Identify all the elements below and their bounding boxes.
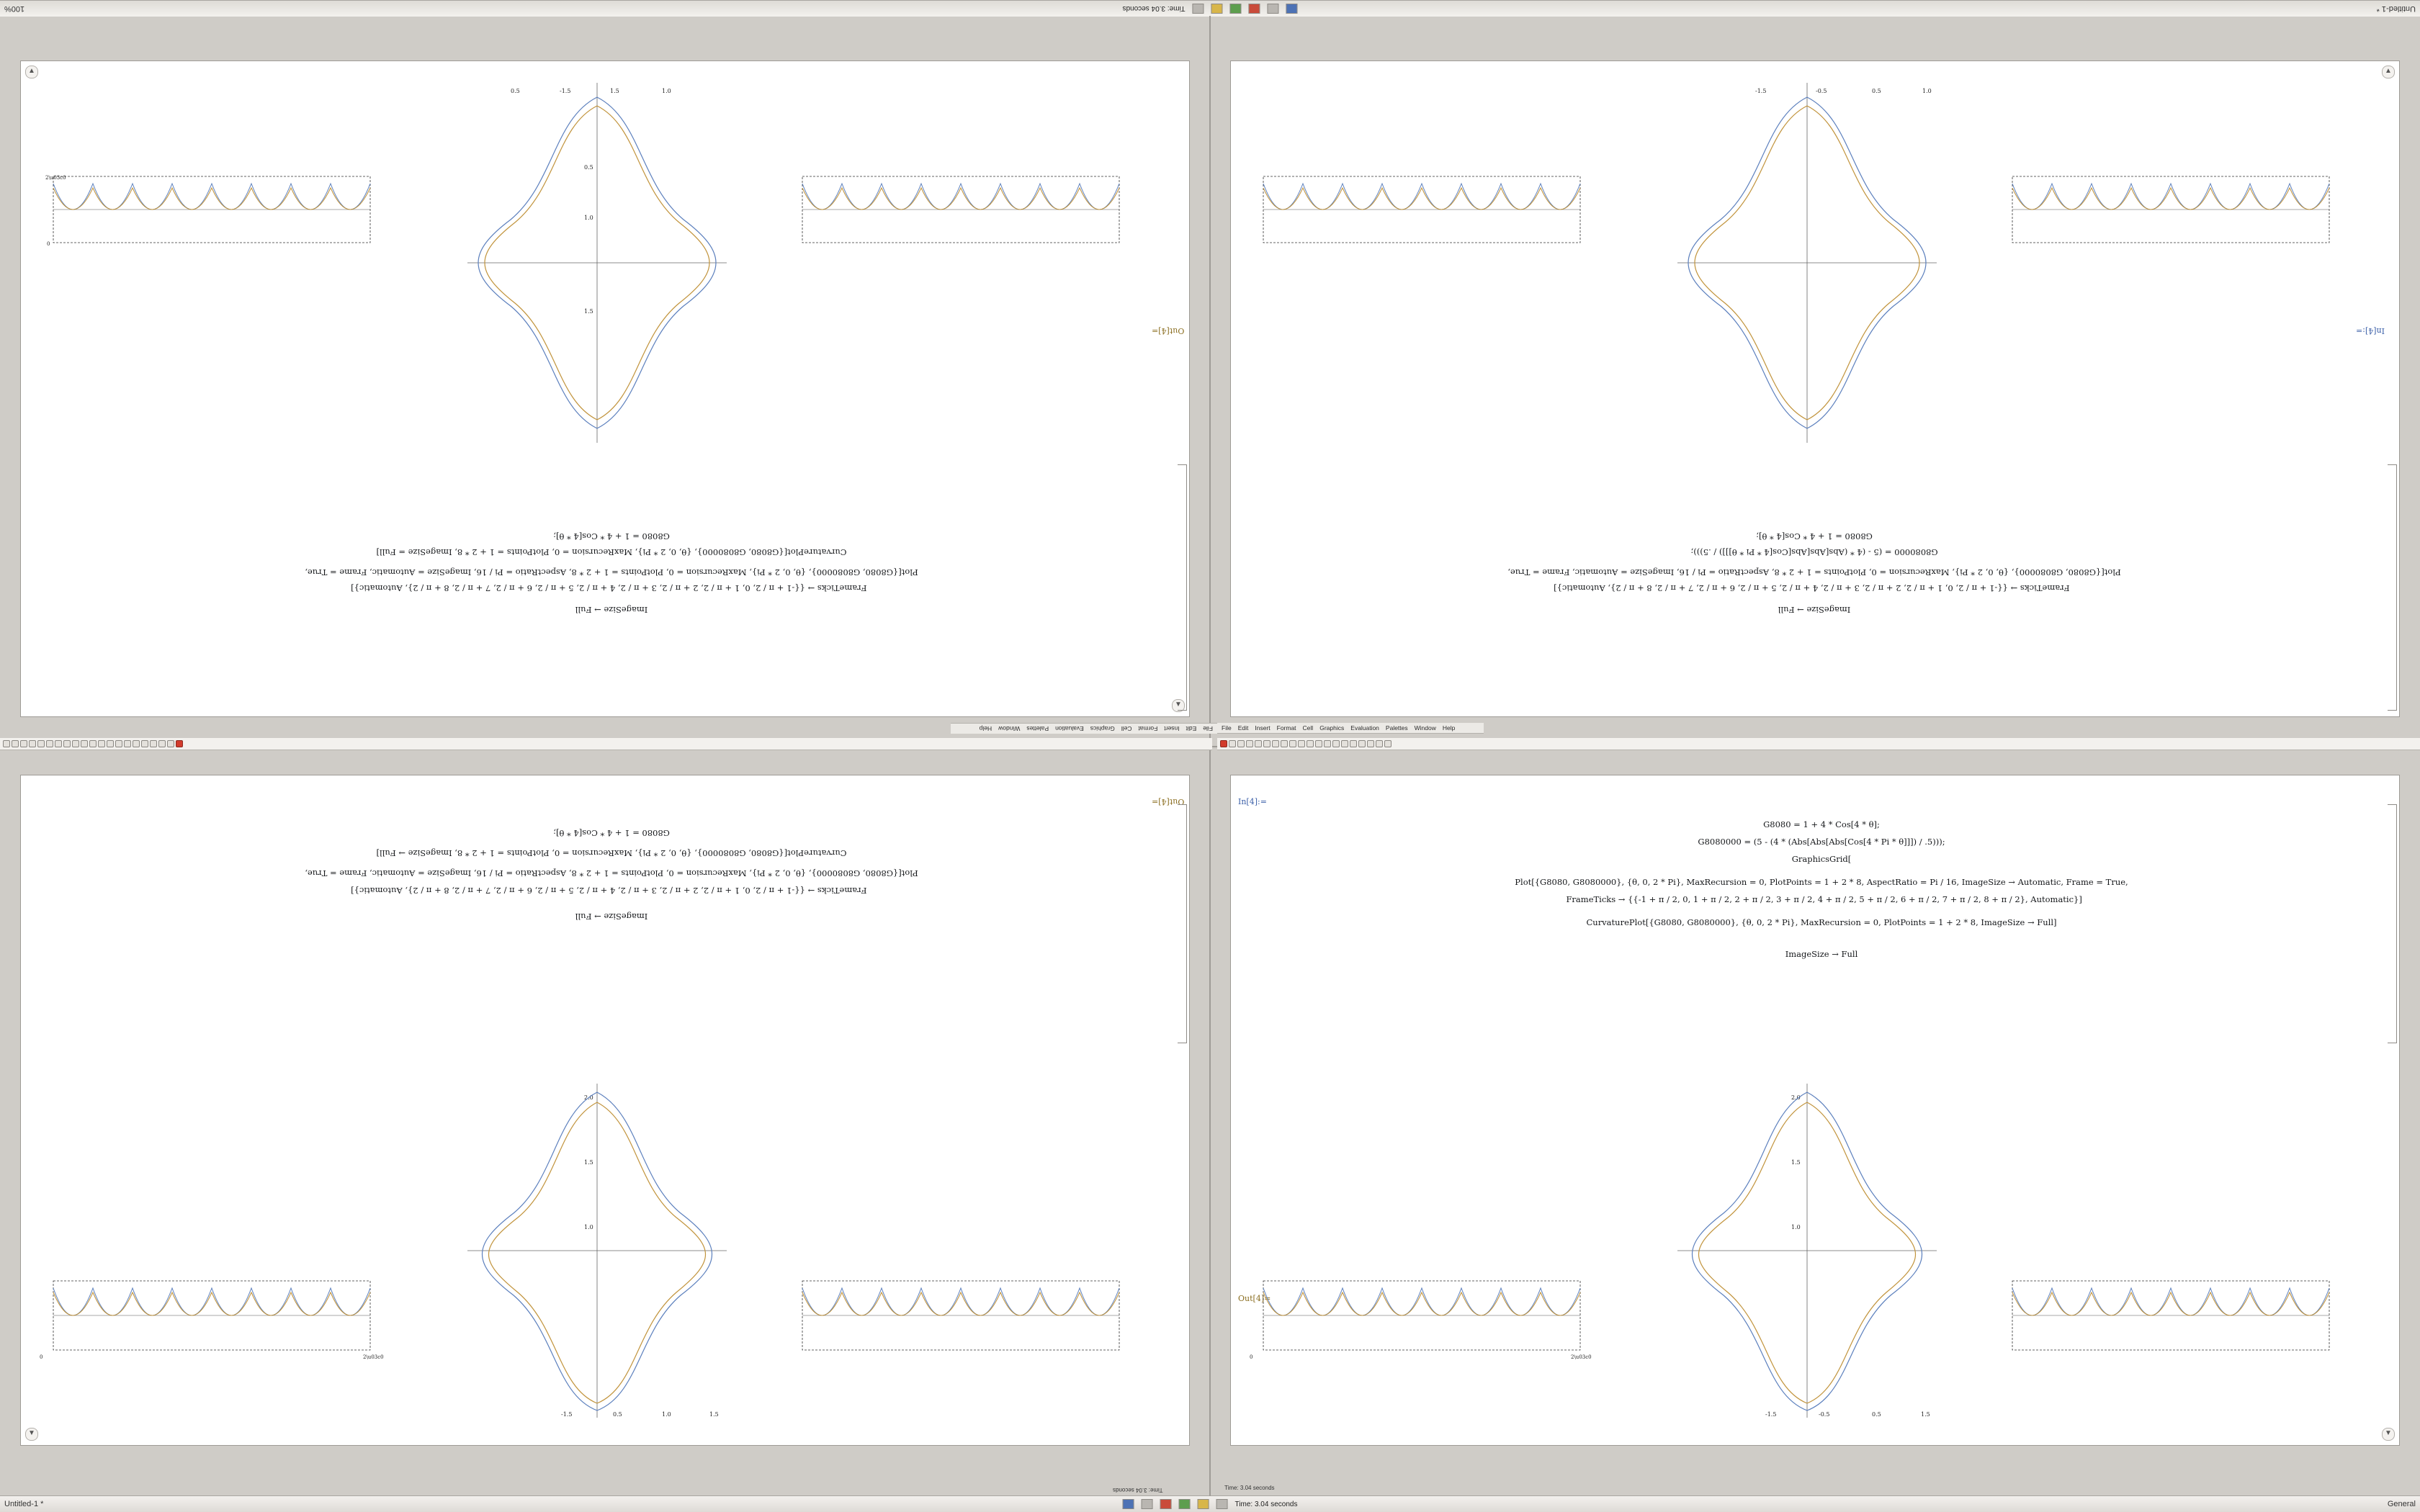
code-line: FrameTicks → {{-1 + π / 2, 0, 1 + π / 2, 2 + π / 2, 3 + π / 2, 4 + π / 2, 5 + π / 2, 6 + π / 2, 7 + π / 2, 8 + π / 2}, Automatic}] [351,582,872,593]
oscillation-plot-bl-right [784,1272,1137,1366]
pane-bl-handle[interactable]: ▼ [25,1428,38,1441]
svg-text:0.5: 0.5 [1872,88,1881,94]
code-line: G8080000 = (5 - (4 * (Abs[Abs[Abs[Cos[4 * Pi * θ]]]) / .5))); [1690,546,1938,557]
toolbar-icons-left[interactable] [0,738,1212,750]
svg-text:0: 0 [47,241,50,247]
svg-text:2.0: 2.0 [1791,1094,1801,1101]
redo-icon-strip-r[interactable] [1324,740,1331,747]
menu-item-window-r[interactable]: Window [1414,724,1436,732]
titlebar-left-group [2377,4,2420,13]
copy-icon-strip-r[interactable] [1298,740,1305,747]
code-line: FrameTicks → {{-1 + π / 2, 0, 1 + π / 2, 2 + π / 2, 3 + π / 2, 4 + π / 2, 5 + π / 2, 6 + π / 2, 7 + π / 2, 8 + π / 2}, Automatic}] [351,885,872,896]
titlebar-bottom-right-group [2388,1500,2416,1508]
vertical-divider[interactable] [1209,16,1211,1496]
svg-text:2.0: 2.0 [584,1094,593,1101]
code-line: G8080 = 1 + 4 * Cos[4 * θ]; [553,827,670,838]
menu-item-cell[interactable]: Cell [1121,725,1132,732]
print-icon-strip[interactable] [55,740,62,747]
code-line: CurvaturePlot[{G8080, G8080000}, {θ, 0, 2 * Pi}, MaxRecursion = 0, PlotPoints = 1 + 2 * 8, ImageSize → Full] [1586,917,2057,927]
evaluation-time-bottom: Time: 3.04 seconds [1234,1500,1298,1508]
play-icon-bottom[interactable] [1179,1499,1191,1509]
oscillation-plot-tr-left [1245,169,1598,256]
copy-icon-strip[interactable] [72,740,79,747]
evaluation-time-center-left: Time: 3.04 seconds [1113,1487,1163,1493]
pane-br-handle-2[interactable]: ▼ [2382,1428,2395,1441]
code-block-tr-2[interactable] [1332,545,2297,558]
play-icon[interactable] [1229,4,1241,14]
pane-tl-handle[interactable]: ▲ [25,66,38,78]
menu-item-edit[interactable]: Edit [1186,725,1197,732]
table-icon-strip-r[interactable] [1367,740,1374,747]
cut-icon-strip[interactable] [63,740,71,747]
svg-text:1.0: 1.0 [662,1411,671,1418]
notebook-pane-top-right[interactable] [1230,60,2400,717]
code-line: G8080 = 1 + 4 * Cos[4 * θ]; [1756,531,1873,541]
code-block-bl-2[interactable] [136,846,1087,859]
menu-item-help[interactable]: Help [979,725,992,732]
svg-text:-1.5: -1.5 [1755,88,1767,94]
save-icon-strip[interactable] [29,740,36,747]
search-icon-strip[interactable] [124,740,131,747]
svg-text:1.0: 1.0 [584,1224,593,1230]
menu-item-format[interactable]: Format [1138,725,1158,732]
code-block-br-7[interactable] [1317,948,2326,961]
code-block-tl[interactable] [136,529,1087,542]
code-block-bl-5[interactable] [136,909,1087,922]
new-icon-strip[interactable] [46,740,53,747]
open-icon-strip-r[interactable] [1263,740,1270,747]
code-block-br-1[interactable] [1361,819,2282,832]
oscillation-plot-br-right [1994,1272,2347,1366]
chart-icon-strip[interactable] [158,740,166,747]
window-title: Untitled-1 * [2376,4,2416,13]
code-line: Plot[{G8080, G8080000}, {θ, 0, 2 * Pi}, MaxRecursion = 0, PlotPoints = 1 + 2 * 8, AspectRatio = Pi / 16, ImageSize = Automatic, Frame = True, [1507,567,2121,577]
svg-text:-0.5: -0.5 [1816,88,1827,94]
zoom-out-icon-strip-r[interactable] [1341,740,1348,747]
table-icon-strip[interactable] [141,740,148,747]
menu-item-file-r[interactable]: File [1222,724,1232,732]
stop-icon-strip-r[interactable] [1229,740,1236,747]
print-icon[interactable] [1267,4,1278,14]
undo-icon-strip-r[interactable] [1315,740,1322,747]
svg-text:0: 0 [1250,1354,1253,1360]
menubar-left[interactable] [951,723,1217,734]
undo-icon-strip[interactable] [89,740,97,747]
code-block-tl-4[interactable] [136,581,1087,594]
menu-item-format-r[interactable]: Format [1276,724,1296,732]
svg-text:1.5: 1.5 [1921,1411,1930,1418]
in-label-tr: In[4]:= [2356,326,2385,336]
titlebar-bottom-center-group [1123,1499,1298,1509]
out-label-bl: Out[4]= [1152,797,1185,806]
chart-icon-strip-r[interactable] [1384,740,1392,747]
cell-bracket-bl[interactable] [1178,804,1187,1043]
titlebar-bottom-left-group [0,1500,43,1508]
close-icon[interactable] [3,740,10,747]
record-icon-bottom[interactable] [1160,1499,1172,1509]
search-icon-strip-r[interactable] [1350,740,1357,747]
menu-item-evaluation-r[interactable]: Evaluation [1350,724,1379,732]
code-line: FrameTicks → {{-1 + π / 2, 0, 1 + π / 2, 2 + π / 2, 3 + π / 2, 4 + π / 2, 5 + π / 2, 6 + π / 2, 7 + π / 2, 8 + π / 2}, Automatic}] [1561,894,2082,904]
out-label-br: Out[4]= [1238,1294,1271,1303]
record-icon-strip[interactable] [176,740,183,747]
menu-item-graphics-r[interactable]: Graphics [1319,724,1345,732]
image-icon-strip[interactable] [150,740,157,747]
code-block-br-3[interactable] [1361,853,2282,866]
save-icon-bottom[interactable] [1123,1499,1134,1509]
svg-text:2\u03c0: 2\u03c0 [363,1354,384,1360]
svg-text:1.0: 1.0 [1922,88,1932,94]
code-block-br-4[interactable] [1317,876,2326,889]
zoom-in-icon-strip[interactable] [107,740,114,747]
zoom-out-icon-strip[interactable] [115,740,122,747]
svg-text:-1.5: -1.5 [1765,1411,1777,1418]
svg-text:2\u03c0: 2\u03c0 [1571,1354,1592,1360]
svg-text:1.0: 1.0 [1791,1224,1801,1230]
window-title-bottom: Untitled-1 * [4,1500,44,1508]
titlebar-right-group [4,4,24,13]
code-line: FrameTicks → {{-1 + π / 2, 0, 1 + π / 2, 2 + π / 2, 3 + π / 2, 4 + π / 2, 5 + π / 2, 6 + π / 2, 7 + π / 2, 8 + π / 2}, Automatic}] [1554,582,2075,593]
maximize-icon[interactable] [20,740,27,747]
oscillation-plot-tr-right [1994,169,2347,256]
menu-item-window[interactable]: Window [998,725,1021,732]
record-icon-strip-r[interactable] [1220,740,1227,747]
code-line: GraphicsGrid[ [1791,854,1852,864]
code-line: CurvaturePlot[{G8080, G8080000}, {θ, 0, 2 * Pi}, MaxRecursion = 0, PlotPoints = 1 + 2 * 8, ImageSize = Full] [376,546,847,557]
code-line: ImageSize → Full [1778,604,1851,615]
code-block-tr-1[interactable] [1332,529,2297,542]
polar-curve-plot-tr [1634,76,1980,450]
toolbar-icons-right[interactable] [1217,738,2420,750]
svg-text:-1.5: -1.5 [560,88,571,94]
status-scale-bottom: General [2387,1500,2416,1508]
svg-text:0.5: 0.5 [1872,1411,1881,1418]
palette-icon-strip[interactable] [167,740,174,747]
polar-curve-plot-br [1634,1078,1980,1423]
pane-tr-handle[interactable]: ▲ [2382,66,2395,78]
menu-item-file[interactable]: File [1203,725,1213,732]
paste-icon-strip[interactable] [81,740,88,747]
code-block-tl-3[interactable] [136,565,1087,578]
svg-text:1.5: 1.5 [584,1159,593,1166]
pause-icon-strip-r[interactable] [1246,740,1253,747]
open-icon-strip[interactable] [37,740,45,747]
code-block-tr-3[interactable] [1332,565,2297,578]
code-line: Plot[{G8080, G8080000}, {θ, 0, 2 * Pi}, MaxRecursion = 0, PlotPoints = 1 + 2 * 8, AspectRatio = Pi / 16, ImageSize = Automatic, Frame = True, [305,567,918,577]
svg-text:1.0: 1.0 [662,88,671,94]
evaluation-time-center-right: Time: 3.04 seconds [1224,1485,1275,1491]
minimize-icon[interactable] [12,740,19,747]
svg-text:0.5: 0.5 [584,164,593,171]
copy-icon-bottom[interactable] [1216,1499,1228,1509]
paste-icon-strip-r[interactable] [1307,740,1314,747]
code-block-bl-1[interactable] [136,826,1087,839]
svg-text:0: 0 [40,1354,43,1360]
code-block-tr-5[interactable] [1332,603,2297,616]
code-block-tr-4[interactable] [1332,581,2297,594]
zoom-in-icon-strip-r[interactable] [1332,740,1340,747]
code-line: Plot[{G8080, G8080000}, {θ, 0, 2 * Pi}, MaxRecursion = 0, PlotPoints = 1 + 2 * 8, AspectRatio = Pi / 16, ImageSize → Automatic, Frame = True, [1515,877,2128,887]
save-icon-strip-r[interactable] [1255,740,1262,747]
redo-icon-strip[interactable] [98,740,105,747]
titlebar-bottom [0,1495,2420,1512]
code-line: ImageSize → Full [575,604,648,615]
code-line: CurvaturePlot[{G8080, G8080000}, {θ, 0, 2 * Pi}, MaxRecursion = 0, PlotPoints = 1 + 2 * 8, ImageSize → Full] [376,847,847,858]
menubar-right[interactable] [1217,723,1484,734]
oscillation-plot-tl-left [35,169,388,256]
code-line: G8080000 = (5 - (4 * (Abs[Abs[Abs[Cos[4 * Pi * θ]]]) / .5))); [1698,837,1945,847]
polar-curve-plot-tl [424,76,770,450]
svg-text:1.0: 1.0 [584,215,593,221]
svg-text:-1.5: -1.5 [561,1411,573,1418]
polar-curve-plot-bl [424,1078,770,1423]
titlebar-top [0,0,2420,17]
code-line: G8080 = 1 + 4 * Cos[4 * θ]; [1763,819,1880,829]
copy-icon[interactable] [1192,4,1204,14]
menu-item-insert-r[interactable]: Insert [1255,724,1270,732]
code-block-tl-5[interactable] [136,603,1087,616]
play-icon-strip-r[interactable] [1237,740,1245,747]
menu-item-edit-r[interactable]: Edit [1237,724,1249,732]
cell-bracket-br[interactable] [2388,804,2397,1043]
menu-item-help-r[interactable]: Help [1442,724,1456,732]
grid-icon-bottom[interactable] [1198,1499,1209,1509]
menu-item-palettes-r[interactable]: Palettes [1385,724,1408,732]
pane-br-handle[interactable]: ▼ [1172,699,1185,712]
svg-text:0.5: 0.5 [511,88,520,94]
code-line: ImageSize → Full [1785,949,1858,959]
menu-item-evaluation[interactable]: Evaluation [1055,725,1084,732]
save-icon[interactable] [1286,4,1297,14]
code-block-bl-3[interactable] [136,866,1087,879]
new-icon-strip-r[interactable] [1272,740,1279,747]
oscillation-plot-bl-left [35,1272,388,1366]
grid-icon[interactable] [1211,4,1222,14]
image-icon-strip-r[interactable] [1376,740,1383,747]
svg-text:1.5: 1.5 [709,1411,719,1418]
grid-icon-strip[interactable] [133,740,140,747]
in-label-br: In[4]:= [1238,797,1267,806]
print-icon-strip-r[interactable] [1281,740,1288,747]
menu-item-graphics[interactable]: Graphics [1090,725,1115,732]
svg-text:1.5: 1.5 [584,308,593,315]
svg-text:-0.5: -0.5 [1819,1411,1830,1418]
code-block-br-2[interactable] [1361,836,2282,849]
code-line: Plot[{G8080, G8080000}, {θ, 0, 2 * Pi}, MaxRecursion = 0, PlotPoints = 1 + 2 * 8, AspectRatio = Pi / 16, ImageSize = Automatic, Frame = True, [305,868,918,878]
notebook-pane-top-left[interactable] [20,60,1190,717]
code-block-bl-4[interactable] [136,883,1087,896]
out-label-tl: Out[4]= [1152,326,1185,336]
code-block-br-6[interactable] [1317,917,2326,930]
svg-text:1.5: 1.5 [610,88,619,94]
evaluation-time-top: Time: 3.04 seconds [1122,4,1186,13]
notebook-pane-bottom-left[interactable] [20,775,1190,1446]
status-scale-top: 100% [4,4,25,13]
record-icon[interactable] [1248,4,1260,14]
cell-bracket-tr[interactable] [2388,464,2397,711]
print-icon-bottom[interactable] [1142,1499,1153,1509]
svg-text:1.5: 1.5 [1791,1159,1801,1166]
code-line: G8080 = 1 + 4 * Cos[4 * θ]; [553,531,670,541]
code-block-br-5[interactable] [1317,894,2326,906]
menu-item-cell-r[interactable]: Cell [1302,724,1314,732]
cell-bracket-tl[interactable] [1178,464,1187,711]
code-block-tl-2[interactable] [136,545,1087,558]
titlebar-center-group [1123,4,1298,14]
menu-item-insert[interactable]: Insert [1164,725,1180,732]
oscillation-plot-br-left [1245,1272,1598,1366]
oscillation-plot-tl-right [784,169,1137,256]
code-line: ImageSize → Full [575,911,648,922]
svg-text:2\u03c0: 2\u03c0 [45,175,66,181]
cut-icon-strip-r[interactable] [1289,740,1296,747]
grid-icon-strip-r[interactable] [1358,740,1366,747]
menu-item-palettes[interactable]: Palettes [1026,725,1049,732]
notebook-pane-bottom-right[interactable] [1230,775,2400,1446]
svg-text:0.5: 0.5 [613,1411,622,1418]
